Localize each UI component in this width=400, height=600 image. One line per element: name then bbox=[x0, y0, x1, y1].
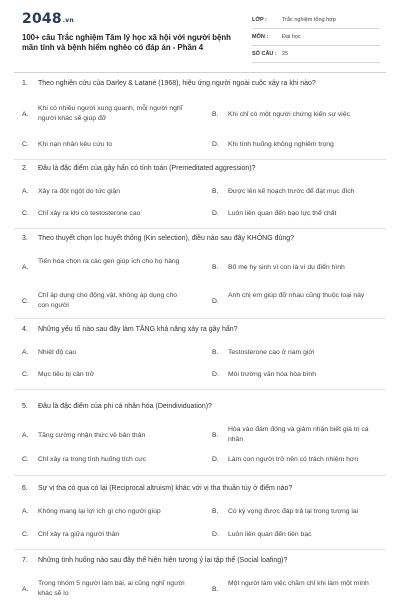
option-letter: A. bbox=[22, 508, 29, 515]
option-text: Nhiệt độ cao bbox=[38, 349, 77, 356]
option-letter: A. bbox=[22, 264, 29, 271]
question-number: 3. bbox=[22, 235, 28, 242]
page-title: 100+ câu Trắc nghiệm Tâm lý học xã hội với người bệnh mãn tính và bệnh hiểm nghèo có đáp án - Phần 4 bbox=[22, 33, 231, 52]
option-text: Môi trường văn hóa hòa bình bbox=[228, 371, 316, 378]
document-meta bbox=[252, 12, 380, 63]
question-number: 2. bbox=[22, 165, 28, 172]
site-logo[interactable] bbox=[22, 11, 74, 27]
logo-suffix: .vn bbox=[62, 17, 74, 24]
option-text: Chỉ xảy ra trong tình huống tích cực bbox=[38, 456, 147, 463]
meta-key: LỚP : bbox=[252, 17, 267, 23]
option-text: Chỉ xảy ra khi có testosterone cao bbox=[38, 210, 141, 217]
question-stem bbox=[22, 235, 382, 242]
option-text: Khi chỉ có một người chứng kiến sự việc bbox=[228, 111, 350, 118]
option-letter: C. bbox=[22, 210, 29, 217]
question-text: Những tình huống nào sau đây thể hiện hiện tượng ỷ lại tập thể (Social loafing)? bbox=[38, 557, 288, 564]
question-number: 6. bbox=[22, 485, 28, 492]
option-letter: B. bbox=[212, 111, 219, 118]
question-number: 1. bbox=[22, 80, 28, 87]
question-separator bbox=[14, 549, 386, 550]
option-text: Mục tiêu bị cản trở bbox=[38, 371, 95, 378]
question-text: Theo nghiên cứu của Darley & Latané (1968), hiệu ứng người ngoài cuộc xảy ra khi nào? bbox=[38, 80, 316, 87]
option-letter: B. bbox=[212, 432, 219, 439]
meta-key: MÔN : bbox=[252, 34, 269, 40]
option-text: Chỉ áp dụng cho động vật, không áp dụng cho con người bbox=[38, 292, 178, 309]
option-letter: C. bbox=[22, 298, 29, 305]
option-letter: D. bbox=[212, 456, 219, 463]
question-text: Đâu là đặc điểm của gây hấn có tính toán (Premeditated aggression)? bbox=[38, 165, 256, 172]
option-text: Được lên kế hoạch trước để đạt mục đích bbox=[228, 188, 355, 195]
option-letter: D. bbox=[212, 298, 219, 305]
option-letter: B. bbox=[212, 188, 219, 195]
option-text: Luôn liên quan đến bạo lực thể chất bbox=[228, 210, 337, 217]
meta-key: SỐ CÂU : bbox=[252, 51, 277, 57]
meta-row-class bbox=[252, 12, 380, 29]
option-text: Luôn liên quan đến tiền bạc bbox=[228, 531, 312, 538]
meta-value: Trắc nghiệm tổng hợp bbox=[282, 17, 336, 23]
option-text: Chỉ xảy ra giữa người thân bbox=[38, 531, 120, 538]
option-letter: C. bbox=[22, 456, 29, 463]
option-text: Xảy ra đột ngột do tức giận bbox=[38, 188, 121, 195]
question-stem bbox=[22, 326, 382, 333]
question-number: 5. bbox=[22, 403, 28, 410]
option-letter: D. bbox=[212, 531, 219, 538]
option-text: Làm con người trở nên có trách nhiệm hơn bbox=[228, 456, 359, 463]
question-separator bbox=[14, 475, 386, 476]
option-text: Khi có nhiều người xung quanh, mỗi người nghĩ người khác sẽ giúp đỡ bbox=[38, 105, 183, 122]
meta-value: Đại học bbox=[282, 34, 301, 40]
option-letter: D. bbox=[212, 210, 219, 217]
question-number: 7. bbox=[22, 557, 28, 564]
meta-value: 25 bbox=[282, 51, 289, 57]
option-letter: C. bbox=[22, 371, 29, 378]
question-separator bbox=[14, 389, 386, 390]
option-letter: D. bbox=[212, 141, 219, 148]
question-text: Đâu là đặc điểm của phi cá nhân hóa (Deindividuation)? bbox=[38, 403, 212, 410]
option-text: Hòa vào đám đông và giảm nhận biết giá trị cá nhân bbox=[228, 426, 369, 443]
question-stem bbox=[22, 485, 382, 492]
option-letter: B. bbox=[212, 349, 219, 356]
question-separator bbox=[14, 228, 386, 229]
option-letter: A. bbox=[22, 111, 29, 118]
question-text: Sự vị tha có qua có lại (Reciprocal altruism) khác với vị tha thuần túy ở điểm nào? bbox=[38, 485, 293, 492]
option-letter: A. bbox=[22, 586, 29, 593]
option-letter: A. bbox=[22, 188, 29, 195]
meta-row-count bbox=[252, 46, 380, 63]
option-letter: C. bbox=[22, 531, 29, 538]
option-letter: B. bbox=[212, 508, 219, 515]
option-text: Không mang lại lợi ích gì cho người giúp bbox=[38, 508, 161, 515]
option-text: Khi tình huống không nghiêm trọng bbox=[228, 141, 334, 148]
question-separator bbox=[14, 159, 386, 160]
option-text: Tăng cường nhận thức về bản thân bbox=[38, 432, 146, 439]
question-separator bbox=[14, 318, 386, 319]
option-text: Bố mẹ hy sinh vì con là ví dụ điển hình bbox=[228, 264, 345, 271]
question-stem bbox=[22, 165, 382, 172]
option-letter: C. bbox=[22, 141, 29, 148]
document-header bbox=[0, 0, 400, 72]
option-letter: A. bbox=[22, 349, 29, 356]
option-text: Anh chị em giúp đỡ nhau cũng thuộc loại này bbox=[228, 292, 365, 299]
meta-row-subject bbox=[252, 29, 380, 46]
option-text: Trong nhóm 5 người làm bài, ai cũng nghĩ người khác sẽ lo bbox=[38, 580, 185, 597]
logo-text: 2048 bbox=[22, 11, 62, 27]
option-letter: B. bbox=[212, 586, 219, 593]
option-text: Testosterone cao ở nam giới bbox=[228, 349, 315, 356]
option-text: Tiến hóa chọn ra các gen giúp ích cho họ hàng bbox=[38, 258, 180, 265]
header-divider bbox=[14, 72, 386, 73]
option-letter: B. bbox=[212, 264, 219, 271]
question-stem bbox=[22, 80, 382, 87]
option-text: Có kỳ vọng được đáp trả lại trong tương lai bbox=[228, 508, 359, 515]
option-letter: D. bbox=[212, 371, 219, 378]
question-number: 4. bbox=[22, 326, 28, 333]
option-text: Khi nạn nhân kêu cứu to bbox=[38, 141, 113, 148]
question-text: Theo thuyết chọn lọc huyết thống (Kin selection), điều nào sau đây KHÔNG đúng? bbox=[38, 235, 295, 242]
question-stem bbox=[22, 403, 382, 410]
option-letter: A. bbox=[22, 432, 29, 439]
question-stem bbox=[22, 557, 382, 564]
question-text: Những yếu tố nào sau đây làm TĂNG khả năng xảy ra gây hấn? bbox=[38, 326, 238, 333]
option-text: Một người làm việc chăm chỉ khi làm một mình bbox=[228, 580, 369, 587]
